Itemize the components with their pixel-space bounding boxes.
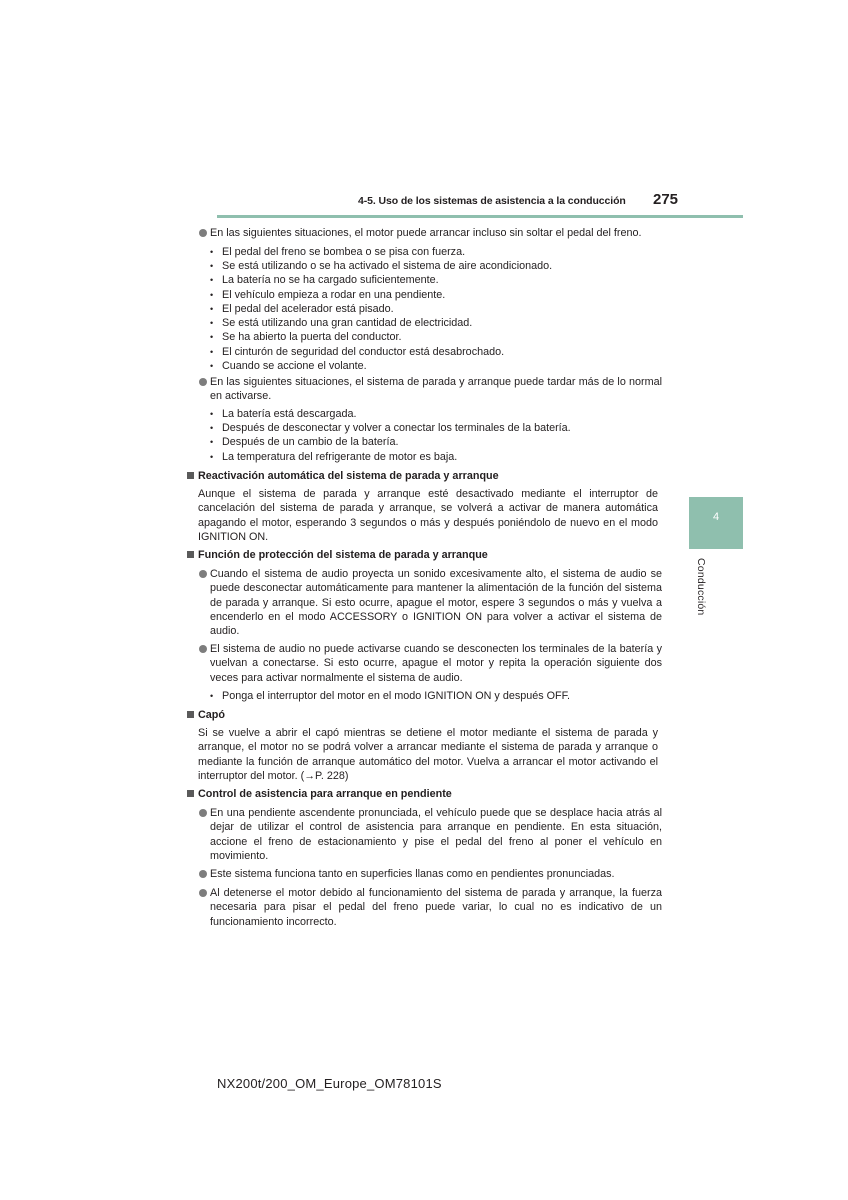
sub-item: • Después de desconectar y volver a conectar los terminales de la batería. — [210, 422, 571, 434]
sub-item-text: La batería no se ha cargado suficientemente. — [222, 274, 439, 286]
bullet-icon — [199, 645, 207, 653]
section-heading — [187, 787, 452, 801]
sub-item-text: Después de desconectar y volver a conectar los terminales de la batería. — [222, 422, 571, 434]
sub-item-text: Cuando se accione el volante. — [222, 360, 367, 372]
bullet-item — [199, 886, 662, 929]
section-paragraph: Si se vuelve a abrir el capó mientras se detiene el motor mediante el sistema de parada y arranque, el motor no se podrá volver a arrancar mediante el sistema de parada y arranque o mediante la función de arranque automático del motor. Vuelva a arrancar el motor activando el interruptor del motor. (→P. 228) — [198, 727, 658, 782]
section-paragraph: Aunque el sistema de parada y arranque esté desactivado mediante el interruptor de cancelación del sistema de parada y arranque, se volverá a activar de manera automática apagando el motor, esperando 3 segundos o más y después poniéndolo de nuevo en el modo IGNITION ON. — [198, 488, 658, 543]
bullet-item — [199, 642, 662, 685]
sub-item-text: Después de un cambio de la batería. — [222, 436, 399, 448]
section-heading-text: Control de asistencia para arranque en pendiente — [198, 788, 452, 800]
bullet-text: En una pendiente ascendente pronunciada, el vehículo puede que se desplace hacia atrás al dejar de utilizar el control de asistencia para arranque en pendiente. En esta situación, accione el freno de estacionamiento y pise el pedal del freno al poner el vehículo en movimiento. — [210, 807, 662, 862]
bullet-icon — [199, 870, 207, 878]
sub-item-text: La temperatura del refrigerante de motor es baja. — [222, 451, 458, 463]
bullet-icon — [199, 570, 207, 578]
bullet-icon — [199, 889, 207, 897]
sub-item: • Después de un cambio de la batería. — [210, 436, 399, 448]
square-bullet-icon — [187, 790, 194, 797]
sub-item-text: El vehículo empieza a rodar en una pendiente. — [222, 289, 446, 301]
sub-item-text: El pedal del freno se bombea o se pisa con fuerza. — [222, 246, 466, 258]
section-heading-text: Reactivación automática del sistema de parada y arranque — [198, 470, 499, 482]
sub-item: • El vehículo empieza a rodar en una pendiente. — [210, 289, 446, 301]
section-heading-text: Función de protección del sistema de parada y arranque — [198, 549, 488, 561]
bullet-text: Este sistema funciona tanto en superficies llanas como en pendientes pronunciadas. — [210, 868, 615, 880]
sub-item-text: El pedal del acelerador está pisado. — [222, 303, 394, 315]
sub-item: • La temperatura del refrigerante de motor es baja. — [210, 451, 458, 463]
bullet-text: En las siguientes situaciones, el motor puede arrancar incluso sin soltar el pedal del freno. — [210, 227, 642, 239]
sub-item-text: El cinturón de seguridad del conductor está desabrochado. — [222, 346, 505, 358]
sub-item-text: Se está utilizando una gran cantidad de electricidad. — [222, 317, 473, 329]
page-number: 275 — [653, 191, 679, 208]
chapter-tab — [689, 497, 743, 549]
sub-item: • La batería está descargada. — [210, 408, 357, 420]
sub-item: • Ponga el interruptor del motor en el modo IGNITION ON y después OFF. — [210, 690, 571, 702]
bullet-icon — [199, 229, 207, 237]
sub-item: • Se ha abierto la puerta del conductor. — [210, 331, 402, 343]
sub-item: • El pedal del acelerador está pisado. — [210, 303, 394, 315]
section-heading — [187, 469, 499, 483]
sub-item: • Cuando se accione el volante. — [210, 360, 367, 372]
bullet-text: En las siguientes situaciones, el sistema de parada y arranque puede tardar más de lo normal en activarse. — [210, 376, 662, 403]
section-heading-text: Capó — [198, 709, 225, 721]
section-title: 4-5. Uso de los sistemas de asistencia a la conducción — [358, 195, 626, 207]
bullet-item — [199, 375, 662, 404]
sub-item-text: La batería está descargada. — [222, 408, 357, 420]
bullet-item — [199, 806, 662, 863]
header-rule — [217, 215, 743, 218]
bullet-text: Al detenerse el motor debido al funcionamiento del sistema de parada y arranque, la fuerza necesaria para pisar el pedal del freno puede variar, lo cual no es indicativo de un funcionamiento incorrecto. — [210, 887, 662, 928]
bullet-text: Cuando el sistema de audio proyecta un sonido excesivamente alto, el sistema de audio se puede desconectar automáticamente para mantener la alimentación de la función del sistema de parada y arranque. Si esto ocurre, apague el motor, espere 3 segundos o más y vuelva a encenderlo en el modo ACCESSORY o IGNITION ON para volver a activar el sistema de audio. — [210, 568, 662, 638]
sub-item: • Se está utilizando una gran cantidad de electricidad. — [210, 317, 473, 329]
sub-item: • El cinturón de seguridad del conductor está desabrochado. — [210, 346, 505, 358]
sub-item: • La batería no se ha cargado suficientemente. — [210, 274, 439, 286]
sub-item-text: Ponga el interruptor del motor en el modo IGNITION ON y después OFF. — [222, 690, 571, 702]
square-bullet-icon — [187, 711, 194, 718]
sub-item-text: Se está utilizando o se ha activado el sistema de aire acondicionado. — [222, 260, 553, 272]
square-bullet-icon — [187, 551, 194, 558]
bullet-icon — [199, 809, 207, 817]
bullet-text: El sistema de audio no puede activarse cuando se desconecten los terminales de la batería y vuelvan a conectarse. Si esto ocurre, apague el motor y repita la operación siguiente dos veces para activar normalmente el sistema de audio. — [210, 643, 662, 684]
section-heading — [187, 708, 225, 722]
sub-item: • Se está utilizando o se ha activado el sistema de aire acondicionado. — [210, 260, 553, 272]
chapter-number: 4 — [712, 511, 720, 523]
bullet-item — [199, 226, 662, 240]
section-heading — [187, 548, 488, 562]
chapter-label: Conducción — [695, 558, 707, 616]
bullet-item — [199, 567, 662, 638]
sub-item: • El pedal del freno se bombea o se pisa con fuerza. — [210, 246, 466, 258]
sub-item-text: Se ha abierto la puerta del conductor. — [222, 331, 402, 343]
bullet-icon — [199, 378, 207, 386]
square-bullet-icon — [187, 472, 194, 479]
document-code: NX200t/200_OM_Europe_OM78101S — [217, 1076, 442, 1091]
bullet-item — [199, 867, 662, 881]
